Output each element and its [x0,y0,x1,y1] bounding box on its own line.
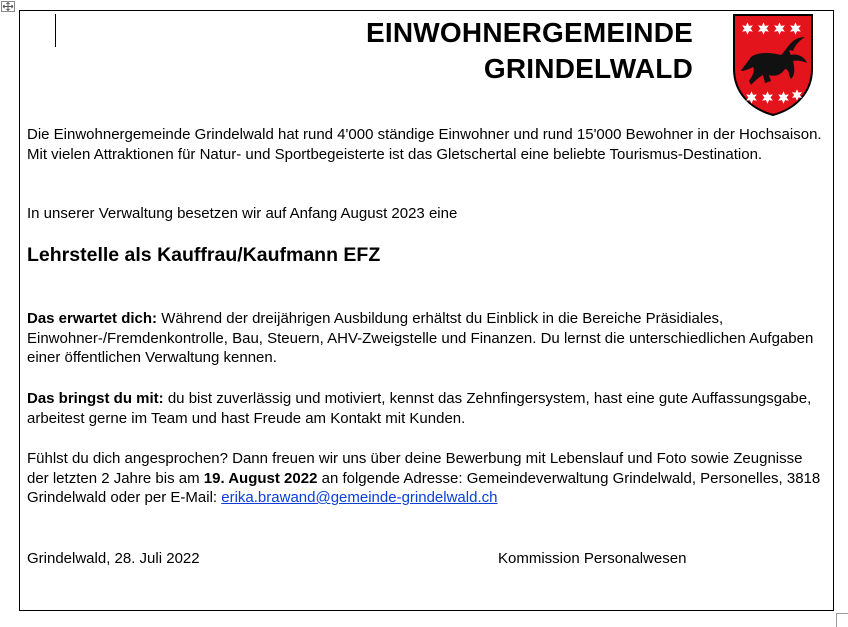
requirements-paragraph [27,389,827,428]
page-corner-mark [836,613,848,627]
grindelwald-coat-of-arms-icon [731,13,815,117]
position-intro: In unserer Verwaltung besetzen wir auf Anfang August 2023 eine [27,205,458,222]
job-ad-frame [19,10,834,611]
application-paragraph [27,449,827,508]
move-arrows-icon [2,2,14,11]
expectations-text: Während der dreijährigen Ausbildung erhältst du Einblick in die Bereiche Präsidiales, Einwohner-/Fremdenkontrolle, Bau, Steuern, AHV-Zweigstelle und Finanzen. Du lernst die unterschiedlichen Aufgaben einer öffentlichen Verwaltung kennen. [27,310,814,366]
requirements-text: du bist zuverlässig und motiviert, kennst das Zehnfingersystem, hast eine gute Auffassungsgabe, arbeitest gerne im Team und hast Freude am Kontakt mit Kunden. [27,390,812,427]
place-date: Grindelwald, 28. Juli 2022 [27,550,200,567]
heading-line-2: GRINDELWALD [483,53,693,84]
expectations-label: Das erwartet dich: [27,310,158,327]
heading-line-1: EINWOHNERGEMEINDE [366,17,693,48]
email-link[interactable]: erika.brawand@gemeinde-grindelwald.ch [221,489,498,506]
intro-paragraph: Die Einwohnergemeinde Grindelwald hat rund 4'000 ständige Einwohner und rund 15'000 Bewohner in der Hochsaison. Mit vielen Attraktionen für Natur- und Sportbegeisterte ist das Gletschertal eine beliebte Tourismus-Destination. [27,126,822,163]
municipality-heading [366,15,693,87]
text-cursor [55,14,56,47]
application-text-1: Fühlst du dich angesprochen? Dann freuen wir uns über deine Bewerbung mit Lebenslauf und Foto sowie Zeugnisse der letzten 2 Jahre bis am [27,450,803,487]
signature-committee: Kommission Personalwesen [498,550,687,567]
job-title: Lehrstelle als Kauffrau/Kaufmann EFZ [27,244,381,266]
expectations-paragraph [27,309,827,368]
table-move-handle[interactable] [1,1,15,12]
application-deadline: 19. August 2022 [203,469,318,487]
requirements-label: Das bringst du mit: [27,390,164,407]
application-text-2: an folgende Adresse: Gemeindeverwaltung Grindelwald, Personelles, 3818 Grindelwald oder per E-Mail: [27,469,821,506]
